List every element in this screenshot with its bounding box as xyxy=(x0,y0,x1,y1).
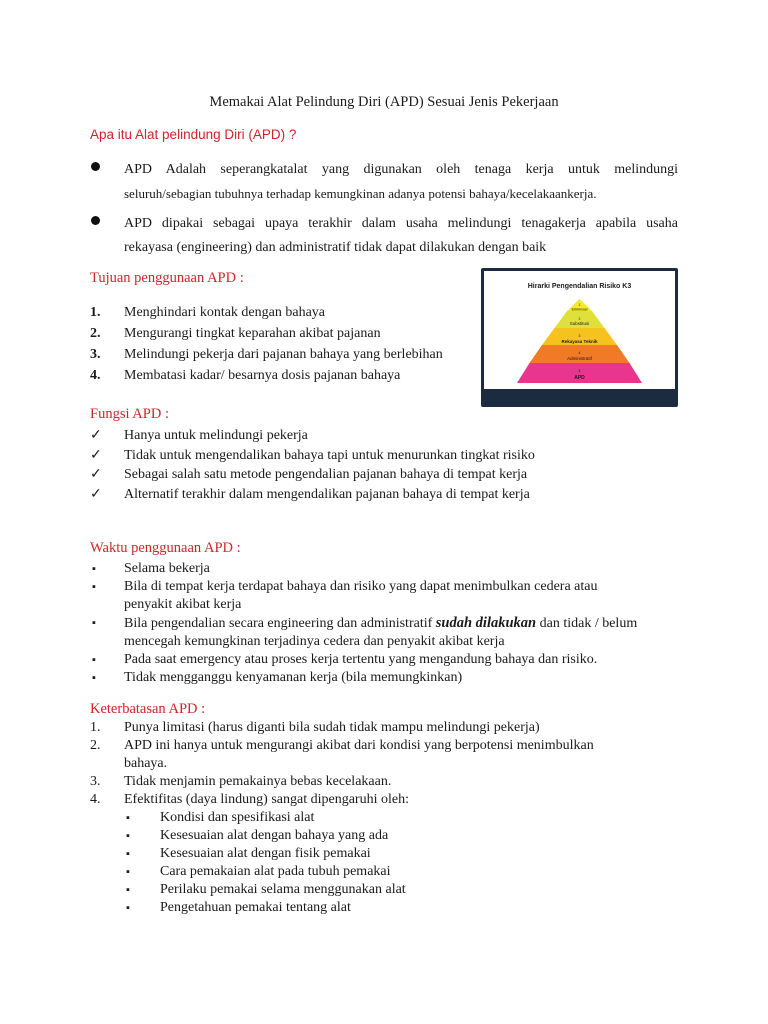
list-number: 2. xyxy=(90,738,101,753)
tujuan-list xyxy=(90,302,443,386)
square-bullet-icon: ▪ xyxy=(126,884,130,896)
heading-apa-itu: Apa itu Alat pelindung Diri (APD) ? xyxy=(90,127,297,142)
list-item xyxy=(90,737,594,773)
list-text: Kesesuaian alat dengan fisik pemakai xyxy=(160,846,371,861)
apa-itu-point-2-line1: APD dipakai sebagai upaya terakhir dalam usaha melindungi tenagakerja apabila usaha xyxy=(124,216,678,231)
fungsi-list xyxy=(90,426,535,504)
pyramid-label-5: APD xyxy=(574,375,585,381)
list-text: Menghindari kontak dengan bahaya xyxy=(124,305,325,320)
heading-waktu: Waktu penggunaan APD : xyxy=(90,540,241,556)
sublist-item xyxy=(124,809,594,827)
list-item xyxy=(90,465,535,485)
list-text: Tidak untuk mengendalikan bahaya tapi untuk menurunkan tingkat risiko xyxy=(124,447,535,463)
keterbatasan-list xyxy=(90,719,594,917)
sublist-item xyxy=(124,845,594,863)
pyramid-canvas xyxy=(484,271,675,389)
pyramid-num-3: 3 xyxy=(578,334,581,338)
list-number: 1. xyxy=(90,305,101,320)
square-bullet-icon: ▪ xyxy=(126,812,130,824)
heading-keterbatasan: Keterbatasan APD : xyxy=(90,701,206,717)
list-number: 1. xyxy=(90,720,101,735)
list-text: Mengurangi tingkat keparahan akibat pajanan xyxy=(124,326,381,341)
list-item xyxy=(90,719,594,737)
list-text: Bila di tempat kerja terdapat bahaya dan risiko yang dapat menimbulkan cedera atau xyxy=(124,579,598,594)
square-bullet-icon: ▪ xyxy=(92,617,96,629)
pyramid-label-2: Substitusi xyxy=(569,321,590,326)
pyramid-num-1: 1 xyxy=(578,303,581,307)
pyramid-title: Hirarki Pengendalian Risiko K3 xyxy=(527,283,632,290)
list-number: 3. xyxy=(90,347,101,362)
list-item xyxy=(90,614,637,651)
pyramid-num-5: 5 xyxy=(578,369,581,373)
list-text: Tidak mengganggu kenyamanan kerja (bila memungkinkan) xyxy=(124,670,463,685)
list-text: Cara pemakaian alat pada tubuh pemakai xyxy=(160,864,391,879)
list-item xyxy=(90,446,535,466)
list-text-continued: mencegah kemungkinan terjadinya cedera dan penyakit akibat kerja xyxy=(124,634,505,649)
list-text: Pada saat emergency atau proses kerja tertentu yang mengandung bahaya dan risiko. xyxy=(124,652,598,667)
list-item xyxy=(90,773,594,791)
list-text: Melindungi pekerja dari pajanan bahaya yang berlebihan xyxy=(124,347,443,362)
list-number: 4. xyxy=(90,368,101,383)
sublist-item xyxy=(124,863,594,881)
list-item xyxy=(90,344,443,365)
check-icon: ✓ xyxy=(90,428,102,443)
apa-itu-point-2 xyxy=(90,212,678,260)
efektifitas-sublist xyxy=(90,809,594,917)
list-text: Alternatif terakhir dalam mengendalikan pajanan bahaya di tempat kerja xyxy=(124,486,530,502)
pyramid-label-3: Rekayasa Teknik xyxy=(561,339,598,344)
list-text: Pengetahuan pemakai tentang alat xyxy=(160,900,351,915)
list-item xyxy=(90,365,443,386)
list-item xyxy=(90,323,443,344)
list-item xyxy=(90,302,443,323)
list-text: Selama bekerja xyxy=(124,561,210,576)
heading-fungsi: Fungsi APD : xyxy=(90,406,169,422)
sublist-item xyxy=(124,899,594,917)
list-text: Punya limitasi (harus diganti bila sudah tidak mampu melindungi pekerja) xyxy=(124,720,540,735)
list-text: Bila pengendalian secara engineering dan administratif xyxy=(124,616,436,631)
pyramid-label-1: Eliminasi xyxy=(571,306,588,312)
apa-itu-point-1-line2: seluruh/sebagian tubuhnya terhadap kemungkinan adanya potensi bahaya/kecelakaankerja. xyxy=(124,186,597,201)
emphasis-text: sudah dilakukan xyxy=(435,615,537,631)
pyramid-num-4: 4 xyxy=(578,351,581,355)
list-item xyxy=(90,426,535,446)
sublist-item xyxy=(124,881,594,899)
list-text-continued: penyakit akibat kerja xyxy=(124,597,242,612)
list-item xyxy=(90,485,535,505)
waktu-list xyxy=(90,560,637,687)
pyramid-label-4: Administratif xyxy=(567,356,592,361)
square-bullet-icon: ▪ xyxy=(92,654,96,666)
heading-tujuan: Tujuan penggunaan APD : xyxy=(90,270,244,286)
square-bullet-icon: ▪ xyxy=(126,848,130,860)
list-text: Hanya untuk melindungi pekerja xyxy=(124,428,308,443)
square-bullet-icon: ▪ xyxy=(126,902,130,914)
square-bullet-icon: ▪ xyxy=(126,830,130,842)
apa-itu-point-2-line2: rekayasa (engineering) dan administratif tidak dapat dilakukan dengan baik xyxy=(124,240,547,255)
square-bullet-icon: ▪ xyxy=(126,866,130,878)
list-text: Perilaku pemakai selama menggunakan alat xyxy=(160,882,406,897)
list-text: Efektifitas (daya lindung) sangat dipengaruhi oleh: xyxy=(124,792,409,807)
pyramid-num-2: 2 xyxy=(578,317,581,321)
list-item xyxy=(90,651,637,669)
list-text: APD ini hanya untuk mengurangi akibat dari kondisi yang berpotensi menimbulkan xyxy=(124,738,594,753)
list-text: dan tidak / belum xyxy=(536,616,638,631)
list-text-continued: bahaya. xyxy=(124,756,168,771)
bullet-dot-icon xyxy=(91,216,100,225)
page-title: Memakai Alat Pelindung Diri (APD) Sesuai Jenis Pekerjaan xyxy=(209,94,559,110)
list-text: Membatasi kadar/ besarnya dosis pajanan bahaya xyxy=(124,368,401,383)
list-number: 2. xyxy=(90,326,101,341)
list-item xyxy=(90,791,594,917)
list-text: Tidak menjamin pemakainya bebas kecelakaan. xyxy=(124,774,392,789)
sublist-item xyxy=(124,827,594,845)
list-text: Kesesuaian alat dengan bahaya yang ada xyxy=(160,828,389,843)
list-number: 4. xyxy=(90,792,101,807)
check-icon: ✓ xyxy=(90,467,102,482)
check-icon: ✓ xyxy=(90,447,102,463)
list-number: 3. xyxy=(90,774,101,789)
apa-itu-point-1-line1: APD Adalah seperangkatalat yang digunakan oleh tenaga kerja untuk melindungi xyxy=(124,162,678,177)
pyramid-svg xyxy=(484,271,675,389)
list-item xyxy=(90,578,637,614)
square-bullet-icon: ▪ xyxy=(92,563,96,575)
list-item xyxy=(90,560,637,578)
list-item xyxy=(90,669,637,687)
square-bullet-icon: ▪ xyxy=(92,581,96,593)
list-text: Sebagai salah satu metode pengendalian pajanan bahaya di tempat kerja xyxy=(124,467,528,482)
pyramid-figure xyxy=(481,268,678,407)
check-icon: ✓ xyxy=(90,486,102,502)
list-text: Kondisi dan spesifikasi alat xyxy=(160,810,315,825)
square-bullet-icon: ▪ xyxy=(92,672,96,684)
bullet-dot-icon xyxy=(91,162,100,171)
apa-itu-point-1 xyxy=(90,158,678,206)
